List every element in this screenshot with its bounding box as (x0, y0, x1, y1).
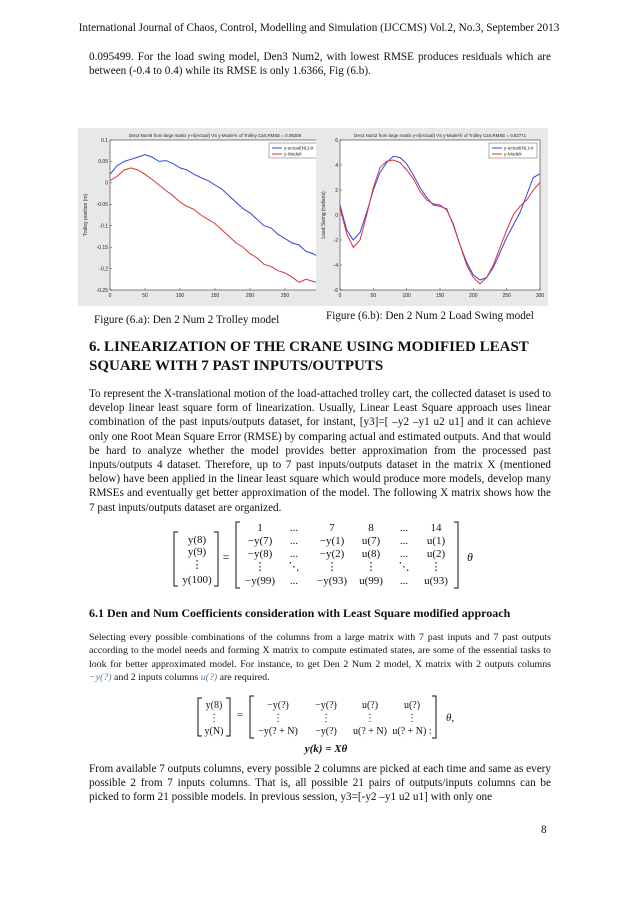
x-tick-label: 100 (402, 293, 411, 299)
matrix-equation-1 (172, 520, 482, 590)
matrix-cell: 8 (368, 522, 374, 534)
output-column-symbol: −y(?) (89, 672, 112, 684)
matrix-cell: −y(93) (316, 575, 348, 587)
subsection-text-1: Selecting every possible combinations of the columns from a large matrix with 7 past inputs and 7 past outputs according to the model needs and forming X matrix to compute estimated states, are some of the essential tasks to look for better approximated model. For instance, to get Den 2 Num 2 model, X matrix with 2 outputs columns (89, 632, 551, 670)
matrix-cell: −y(1) (319, 535, 345, 547)
final-paragraph: From available 7 outputs columns, every possible 2 columns are picked at each time and same as every possible 2 from 7 inputs columns. That is, all possible 21 pairs of outputs/inputs columns can be picked to form 21 possible models. In previous session, y3=[-y2 –y1 u2 u1] with only one (89, 763, 551, 804)
input-column-symbol: u(?) (200, 672, 218, 684)
matrix-cell: u(? + N) (353, 726, 387, 737)
lhs-entry: y(100) (182, 574, 212, 586)
legend-label: y-actual(NL)-tr (504, 145, 534, 151)
matrix-bracket-right (454, 522, 458, 588)
y-axis-label: Trolley position (m) (83, 193, 89, 237)
lhs-entry: y(8) (205, 700, 223, 711)
matrix-cell: ⋮ (273, 713, 283, 724)
chart-title: Den3 Num8 from large matrix y-nl(Actual) VS y-Model-lr of Trolley Cart,RMSE = 0.09208 (128, 133, 302, 138)
subsection-heading: 6.1 Den and Num Coefficients consideration with Least Square modified approach (89, 606, 511, 620)
matrix-bracket-left (250, 696, 254, 738)
lhs-entry: ⋮ (209, 713, 219, 724)
figure-6b-caption: Figure (6.b): Den 2 Num 2 Load Swing model (326, 310, 534, 322)
theta-symbol: θ (467, 550, 473, 564)
journal-header: International Journal of Chaos, Control, Modelling and Simulation (IJCCMS) Vol.2, No.3, September 2013 (78, 22, 560, 34)
y-tick-label: -0.1 (99, 223, 108, 230)
matrix-bracket-left (198, 698, 202, 736)
x-tick-label: 150 (210, 293, 220, 299)
y-tick-label: -0.15 (96, 244, 108, 251)
y-tick-label: 0 (335, 212, 338, 219)
y-tick-label: -2 (333, 237, 338, 244)
matrix-cell: ⋮ (407, 713, 417, 724)
equals-sign: = (222, 550, 230, 564)
lhs-entry: y(N) (204, 726, 224, 737)
matrix-equation-2 (196, 694, 476, 756)
matrix-cell: −y(2) (319, 548, 345, 560)
y-tick-label: -4 (333, 262, 338, 269)
matrix-cell: u(99) (359, 575, 383, 587)
x-tick-label: 300 (535, 293, 545, 299)
matrix-cell: ... (399, 535, 409, 547)
matrix-cell: ... (289, 535, 299, 547)
equals-sign: = (236, 709, 244, 721)
figure-6b-chart (316, 128, 548, 306)
legend-label: y-Modelr (504, 151, 522, 157)
matrix-cell: u(? + N) : (392, 726, 432, 737)
matrix-cell: ⋱ (288, 561, 300, 573)
y-tick-label: 6 (335, 137, 338, 144)
matrix-cell: u(7) (361, 535, 381, 547)
y-tick-label: -0.25 (96, 287, 108, 294)
equation-text: y(k) = Xθ (304, 743, 348, 755)
matrix-cell: 7 (329, 522, 335, 534)
matrix-cell: ⋮ (254, 561, 266, 573)
subsection-paragraph (89, 631, 551, 685)
matrix-bracket-right (214, 532, 218, 586)
lhs-entry: ⋮ (191, 559, 203, 571)
legend-label: y-Modelr (284, 151, 302, 157)
y-axis-label: Load Swing (radians) (321, 191, 327, 239)
matrix-cell: ... (399, 548, 409, 560)
matrix-cell: ... (399, 575, 409, 587)
matrix-cell: −y(?) (267, 700, 289, 711)
matrix-cell: ... (289, 522, 299, 534)
x-tick-label: 50 (370, 293, 377, 299)
x-tick-label: 250 (502, 293, 511, 299)
x-tick-label: 0 (108, 293, 112, 299)
x-tick-label: 200 (469, 293, 478, 299)
matrix-cell: −y(?) (315, 726, 337, 737)
chart-title: Den3 Num2 from large matrix y-nl(Actual) VS y-Model-lr of Trolley Cart,RMSE = 0.82771 (353, 133, 527, 138)
matrix-bracket-right (432, 696, 436, 738)
y-tick-label: -6 (333, 287, 338, 294)
figure-6a-chart (78, 128, 326, 306)
page-number: 8 (541, 824, 547, 836)
figure-6a-caption: Figure (6.a): Den 2 Num 2 Trolley model (94, 314, 280, 326)
matrix-cell: −y(?) (315, 700, 337, 711)
subsection-text-2: and 2 inputs columns (114, 672, 199, 684)
x-tick-label: 150 (435, 293, 445, 299)
matrix-cell: ... (289, 575, 299, 587)
y-tick-label: 0.05 (98, 159, 108, 166)
matrix-cell: ⋮ (365, 561, 377, 573)
y-tick-label: -0.2 (99, 266, 108, 273)
matrix-cell: u(?) (403, 700, 421, 711)
plot-area (110, 140, 320, 290)
matrix-cell: −y(7) (247, 535, 273, 547)
y-tick-label: 4 (335, 162, 338, 169)
matrix-cell: −y(? + N) (258, 726, 298, 737)
plot-area (340, 140, 540, 290)
matrix-bracket-left (236, 522, 240, 588)
matrix-cell: u(2) (426, 548, 446, 560)
matrix-cell: u(?) (361, 700, 379, 711)
lhs-entry: y(9) (187, 546, 207, 558)
matrix-cell: −y(99) (244, 575, 276, 587)
matrix-cell: ⋮ (365, 713, 375, 724)
theta-symbol: θ, (446, 712, 455, 724)
subsection-text-3: are required. (219, 672, 270, 684)
section-heading: 6. LINEARIZATION OF THE CRANE USING MODIFIED LEAST SQUARE WITH 7 PAST INPUTS/OUTPUTS (89, 339, 529, 374)
matrix-cell: ... (399, 522, 409, 534)
y-tick-label: 0.1 (101, 137, 108, 144)
y-tick-label: 2 (335, 187, 338, 194)
matrix-cell: ⋮ (326, 561, 338, 573)
matrix-bracket-left (174, 532, 178, 586)
x-tick-label: 250 (280, 293, 290, 299)
x-tick-label: 100 (175, 293, 185, 299)
x-tick-label: 200 (245, 293, 255, 299)
section-paragraph: To represent the X-translational motion of the load-attached trolley cart, the collected dataset is used to develop linear least square form of linearization. Usually, Linear Least Square approach uses linear combination of the past inputs/outputs dataset, for instant, [y3]=[ –y2 –y1 u2 u1] and it can achieve only one Root Mean Square Error (RMSE) by comparing actual and estimated outputs. And that would be hard to analyze whether the model provides better approximation from the processed past inputs/outputs 4 dataset. Therefore, up to 7 past inputs/outputs dataset in the matrix X (mentioned below) have been applied in the linear least square which would produce more models, develop many RMSEs and eventually get better approximation of the model. The following X matrix shows how the 7 past inputs/outputs dataset are organized. (89, 388, 551, 514)
matrix-cell: 14 (430, 522, 442, 534)
y-tick-label: -0.05 (96, 202, 108, 209)
y-tick-label: 0 (105, 180, 108, 187)
matrix-cell: u(1) (426, 535, 446, 547)
matrix-cell: ⋮ (430, 561, 442, 573)
x-tick-label: 50 (142, 293, 148, 299)
intro-paragraph: 0.095499. For the load swing model, Den3 Num2, with lowest RMSE produces residuals which are between (-0.4 to 0.4) while its RMSE is only 1.6366, Fig (6.b). (89, 51, 551, 78)
matrix-cell: ⋮ (321, 713, 331, 724)
lhs-entry: y(8) (187, 534, 207, 546)
matrix-cell: 1 (257, 522, 263, 534)
matrix-cell: u(93) (424, 575, 448, 587)
x-tick-label: 0 (338, 293, 342, 299)
matrix-cell: −y(8) (247, 548, 273, 560)
matrix-cell: u(8) (361, 548, 381, 560)
matrix-cell: ... (289, 548, 299, 560)
legend-label: y-actual(NL)-tr (284, 145, 314, 151)
matrix-cell: ⋱ (398, 561, 410, 573)
matrix-bracket-right (226, 698, 230, 736)
